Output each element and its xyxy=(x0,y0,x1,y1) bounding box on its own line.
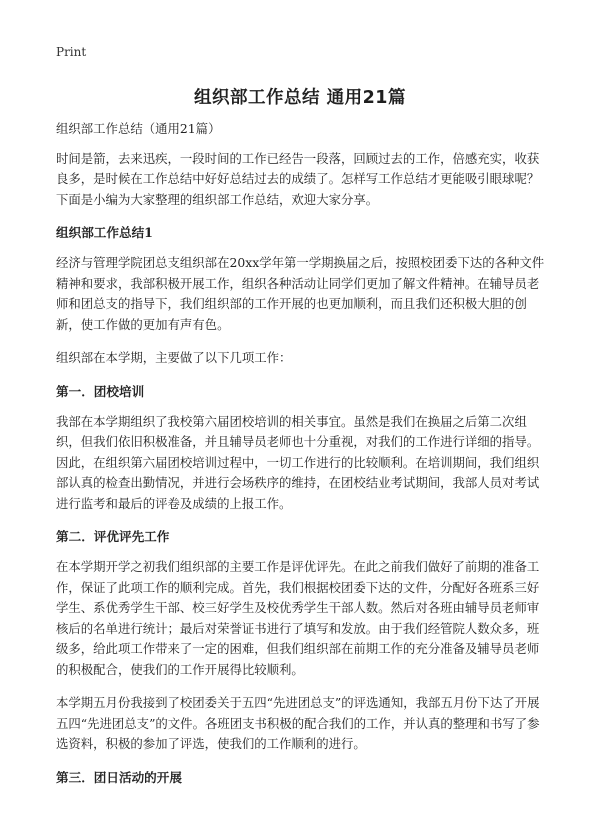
section-1-paragraph-1: 经济与管理学院团总支组织部在20xx学年第一学期换届之后，按照校团委下达的各种文件精神和要求，我部积极开展工作，组织各种活动让同学们更加了解文件精神。在辅导员老师和团总支的指导下，我们组织部的工作开展的也更加顺利，而且我们还积极大胆的创新，使工作做的更加有声有色。 xyxy=(56,255,545,332)
document-body xyxy=(56,119,548,798)
part-2-paragraph-1: 在本学期开学之初我们组织部的主要工作是评优评先。在此之前我们做好了前期的准备工作，保证了此项工作的顺利完成。首先，我们根据校团委下达的文件，分配好各班系三好学生、系优秀学生干部、校三好学生及校优秀学生干部人数。然后对各班由辅导员老师审核后的名单进行统计；最后对荣誉证书进行了填写和发放。由于我们经管院人数众多，班级多，给此项工作带来了一定的困难，但我们组织部在前期工作的充分准备及辅导员老师的积极配合，使我们的工作开展得比较顺利。 xyxy=(56,559,540,677)
section-1-paragraph-2: 组织部在本学期，主要做了以下几项工作： xyxy=(56,350,292,365)
print-label[interactable]: Print xyxy=(56,45,87,59)
part-1-paragraph: 我部在本学期组织了我校第六届团校培训的相关事宜。虽然是我们在换届之后第二次组织，但我们依旧积极准备，并且辅导员老师也十分重视，对我们的工作进行详细的指导。因此，在组织第六届团校培训过程中，一切工作进行的比较顺利。在培训期间，我们组织部认真的检查出勤情况，并进行会场秩序的维持，在团校结业考试期间，我部人员对考试进行监考和最后的评卷及成绩的上报工作。 xyxy=(56,413,540,511)
part-2-heading: 第二．评优评先工作 xyxy=(56,529,170,544)
section-1-heading: 组织部工作总结1 xyxy=(56,225,153,240)
document-subtitle: 组织部工作总结（通用21篇） xyxy=(56,121,221,136)
part-2-paragraph-2: 本学期五月份我接到了校团委关于五四“先进团总支”的评选通知，我部五月份下达了开展五四“先进团总支”的文件。各班团支书积极的配合我们的工作，并认真的整理和书写了参选资料，积极的参加了评选，使我们的工作顺利的进行。 xyxy=(56,695,540,751)
part-1-heading: 第一．团校培训 xyxy=(56,383,145,399)
part-3-heading: 第三．团日活动的开展 xyxy=(56,769,182,785)
document-title: 组织部工作总结 通用21篇 xyxy=(194,88,406,108)
intro-paragraph: 时间是箭，去来迅疾，一段时间的工作已经告一段落，回顾过去的工作，倍感充实，收获良多，是时候在工作总结中好好总结过去的成绩了。怎样写工作总结才更能吸引眼球呢？下面是小编为大家整理的组织部工作总结，欢迎大家分享。 xyxy=(56,150,540,207)
